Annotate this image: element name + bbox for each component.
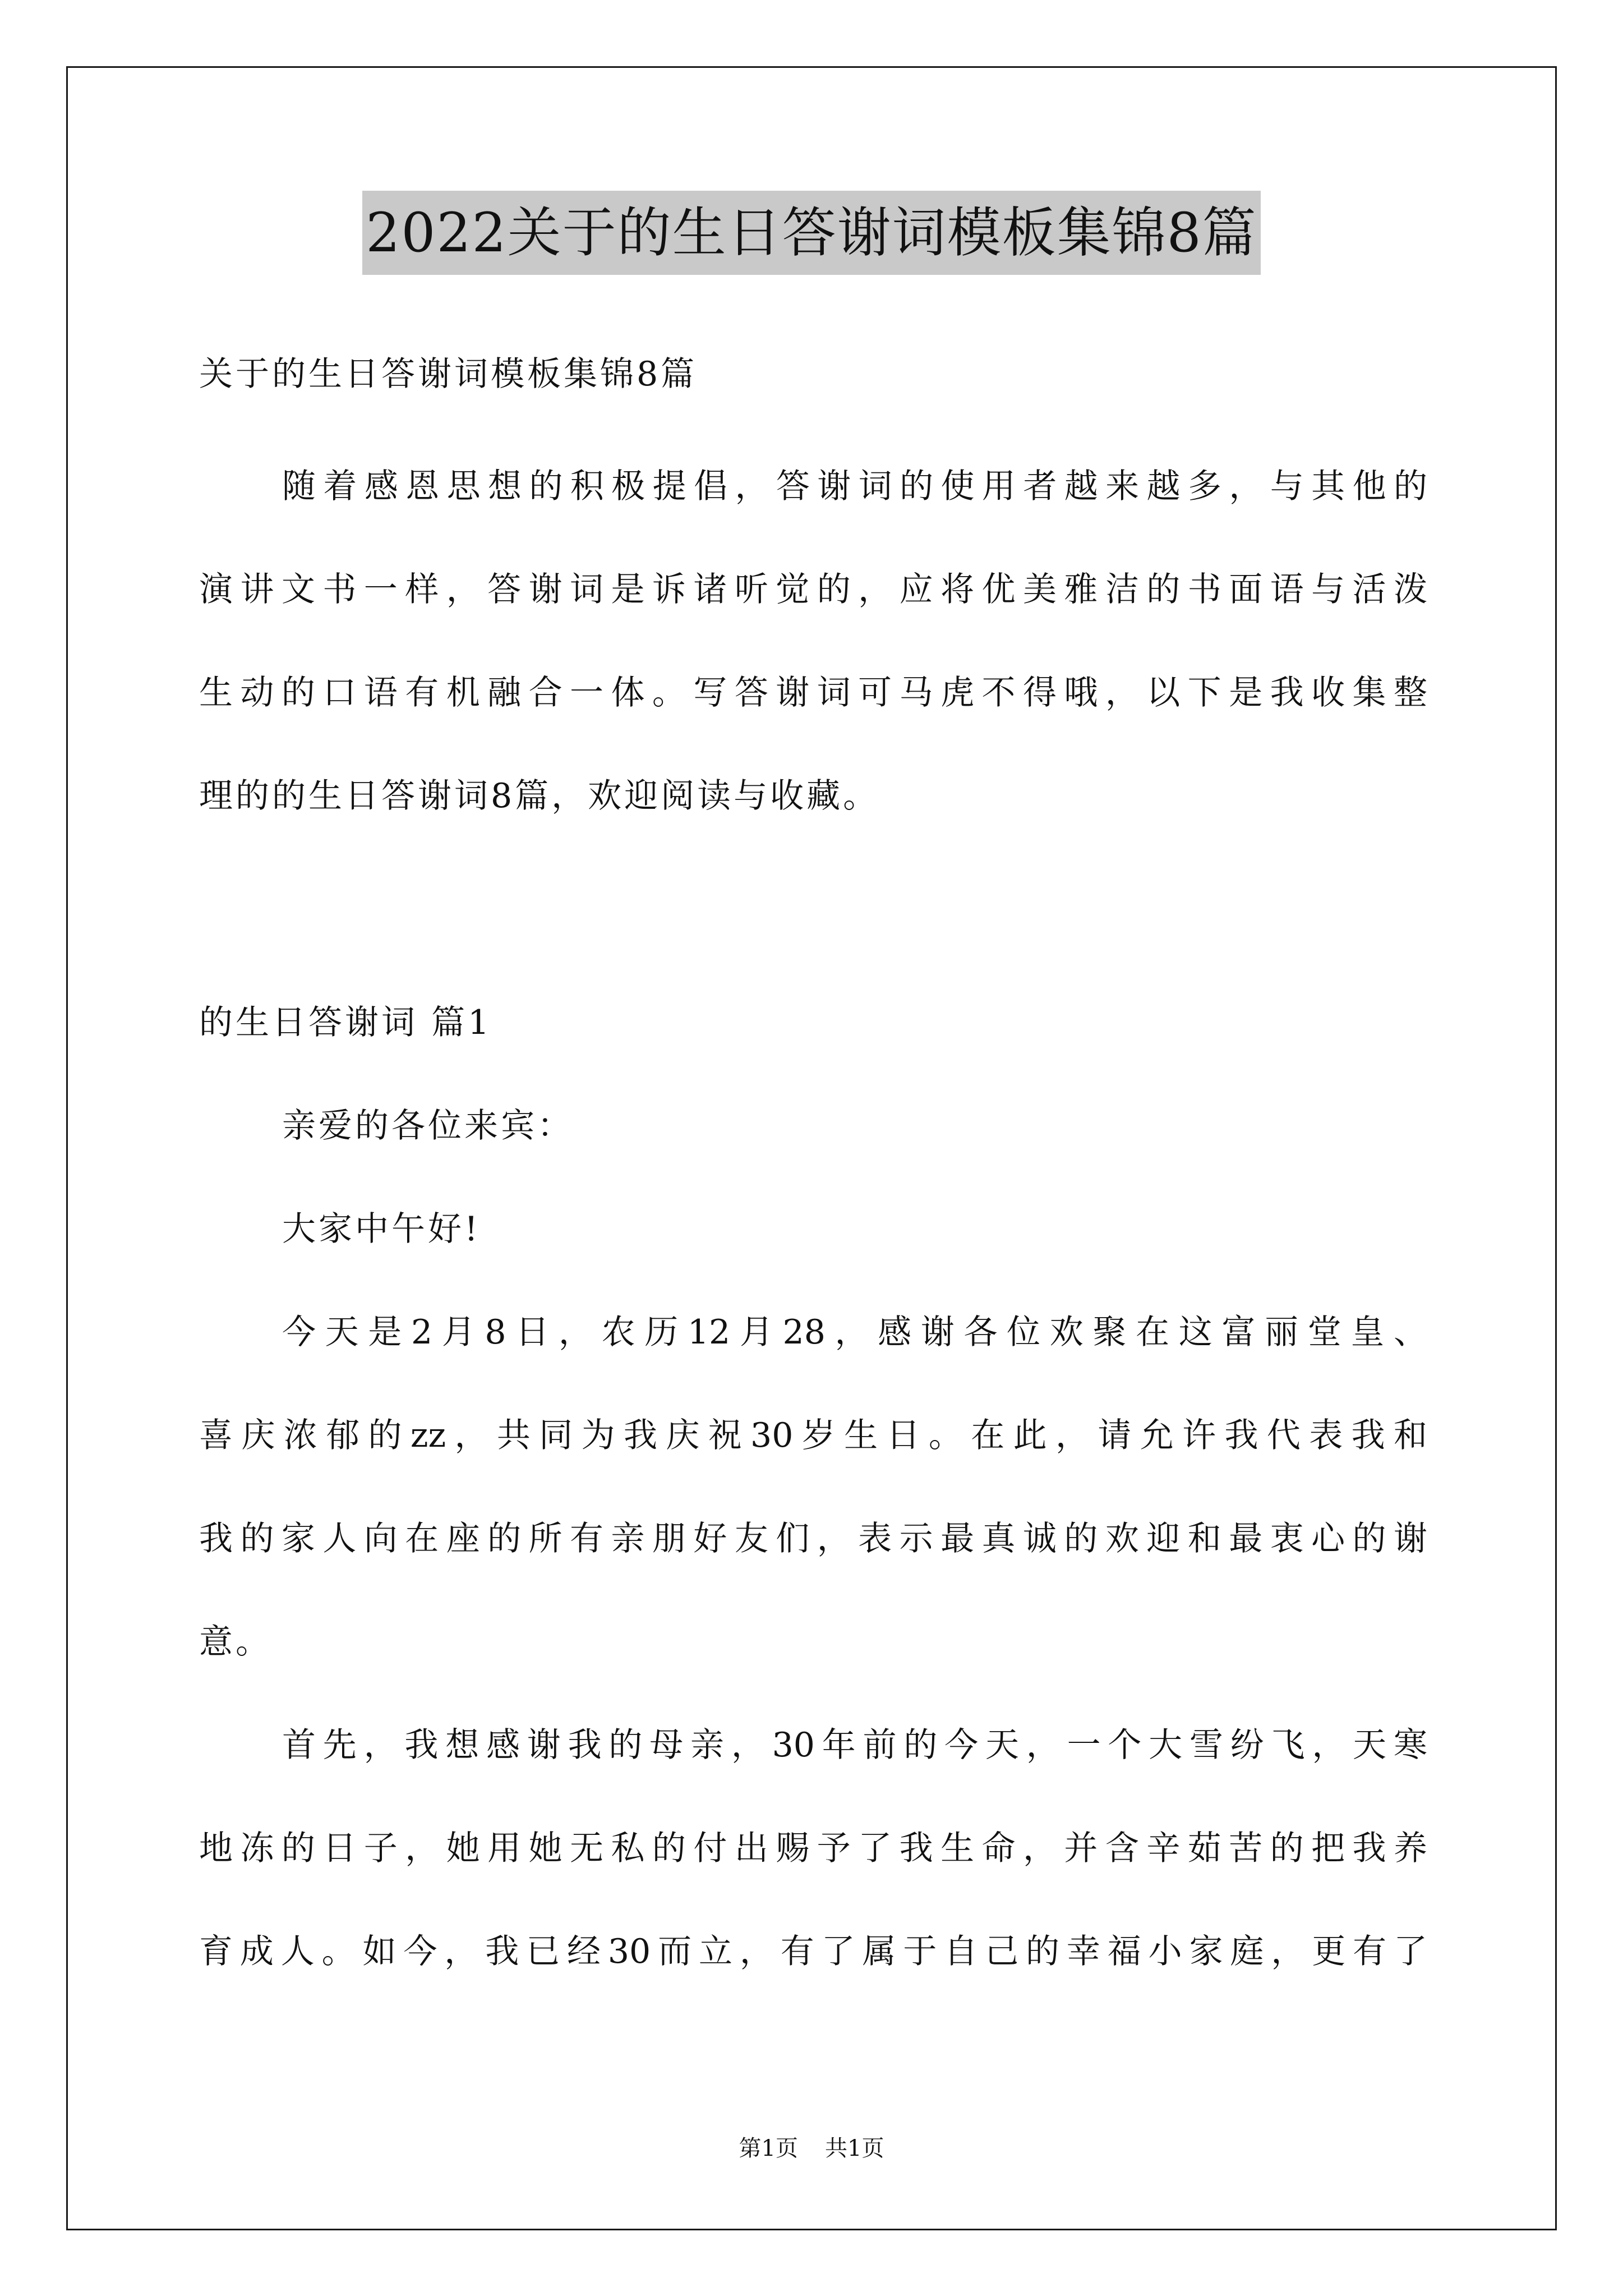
intro-line: 生动的口语有机融合一体。写答谢词可马虎不得哦，以下是我收集整 [199,673,1427,712]
paragraph-line: 喜庆浓郁的zz，共同为我庆祝30岁生日。在此，请允许我代表我和 [199,1416,1427,1455]
intro-line: 随着感恩思想的积极提倡，答谢词的使用者越来越多，与其他的 [282,467,1427,506]
salutation-line: 大家中午好! [282,1209,481,1249]
greeting-line: 亲爱的各位来宾： [282,1106,574,1145]
intro-line: 演讲文书一样，答谢词是诉诸听觉的，应将优美雅洁的书面语与活泼 [199,570,1427,609]
paragraph-line: 今天是2月8日，农历12月28，感谢各位欢聚在这富丽堂皇、 [282,1313,1427,1352]
paragraph-line: 我的家人向在座的所有亲朋好友们，表示最真诚的欢迎和最衷心的谢 [199,1519,1427,1558]
paragraph-line: 地冻的日子，她用她无私的付出赐予了我生命，并含辛茹苦的把我养 [199,1829,1427,1868]
page-number: 第1页 [739,2136,798,2161]
document-title: 2022关于的生日答谢词模板集锦8篇 [362,191,1260,275]
document-subtitle: 关于的生日答谢词模板集锦8篇 [199,355,698,394]
page-footer [0,2132,1623,2165]
section-heading: 的生日答谢词 篇1 [199,1003,492,1042]
paragraph-line: 育成人。如今，我已经30而立，有了属于自己的幸福小家庭，更有了 [199,1932,1427,1971]
paragraph-line: 首先，我想感谢我的母亲，30年前的今天，一个大雪纷飞，天寒 [282,1726,1427,1765]
title-container [0,191,1623,275]
paragraph-line: 意。 [199,1622,272,1662]
intro-line: 理的的生日答谢词8篇，欢迎阅读与收藏。 [199,776,880,816]
page-total: 共1页 [825,2136,884,2161]
